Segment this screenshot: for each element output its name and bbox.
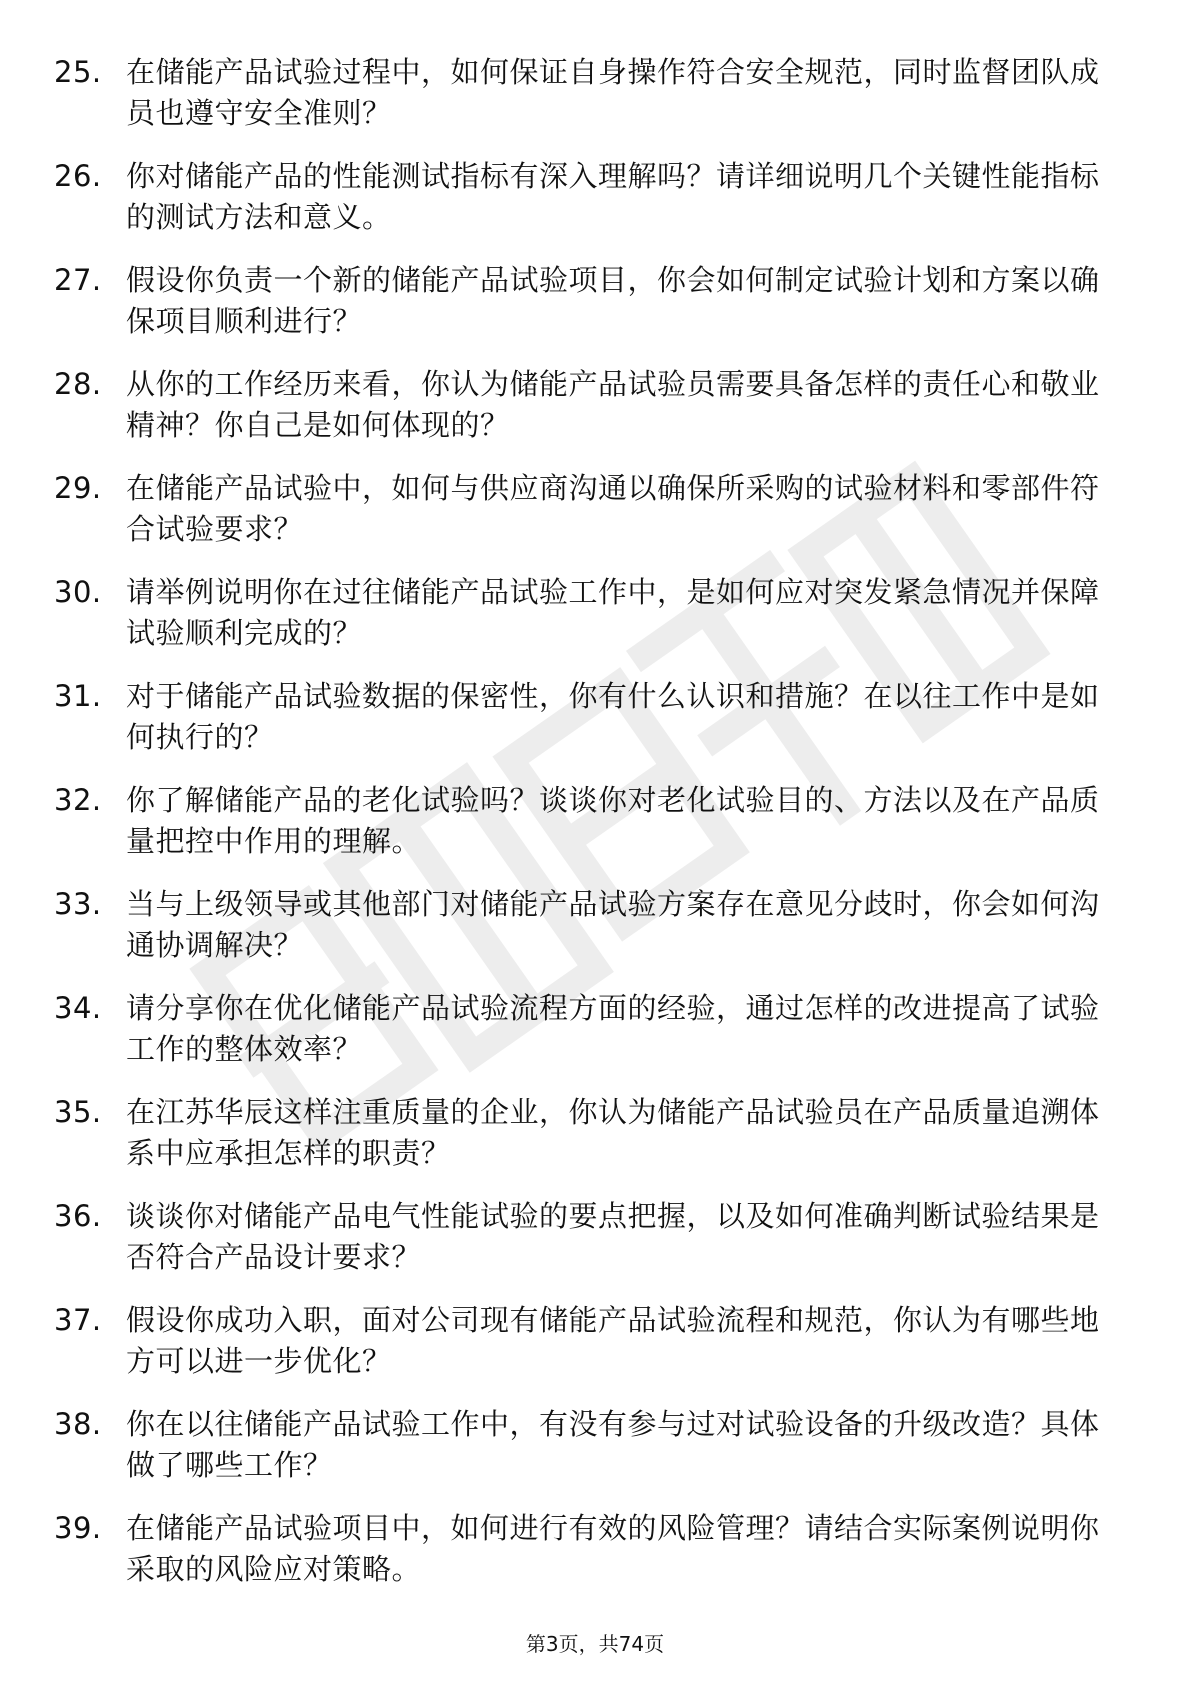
list-item <box>54 364 1114 468</box>
question-number: 35. <box>54 1095 102 1129</box>
question-number: 38. <box>54 1407 102 1441</box>
question-text: 在江苏华辰这样注重质量的企业，你认为储能产品试验员在产品质量追溯体系中应承担怎样的职责？ <box>126 1095 1100 1170</box>
question-list <box>54 52 1114 1612</box>
question-text: 请分享你在优化储能产品试验流程方面的经验，通过怎样的改进提高了试验工作的整体效率？ <box>126 991 1100 1066</box>
list-item <box>54 676 1114 780</box>
question-number: 37. <box>54 1303 102 1337</box>
question-number: 26. <box>54 159 102 193</box>
question-number: 36. <box>54 1199 102 1233</box>
list-item <box>54 1196 1114 1300</box>
question-number: 25. <box>54 55 102 89</box>
question-text: 在储能产品试验中，如何与供应商沟通以确保所采购的试验材料和零部件符合试验要求？ <box>126 471 1100 546</box>
question-number: 32. <box>54 783 102 817</box>
question-number: 34. <box>54 991 102 1025</box>
question-number: 29. <box>54 471 102 505</box>
page-number-footer: 第3页，共74页 <box>525 1632 665 1656</box>
question-text: 谈谈你对储能产品电气性能试验的要点把握，以及如何准确判断试验结果是否符合产品设计要求？ <box>126 1199 1100 1274</box>
list-item <box>54 52 1114 156</box>
question-text: 请举例说明你在过往储能产品试验工作中，是如何应对突发紧急情况并保障试验顺利完成的？ <box>126 575 1100 650</box>
question-text: 你对储能产品的性能测试指标有深入理解吗？请详细说明几个关键性能指标的测试方法和意义。 <box>126 159 1100 234</box>
question-number: 31. <box>54 679 102 713</box>
question-text: 在储能产品试验过程中，如何保证自身操作符合安全规范，同时监督团队成员也遵守安全准则？ <box>126 55 1100 130</box>
question-number: 30. <box>54 575 102 609</box>
question-text: 假设你成功入职，面对公司现有储能产品试验流程和规范，你认为有哪些地方可以进一步优化？ <box>126 1303 1100 1378</box>
question-number: 28. <box>54 367 102 401</box>
list-item <box>54 780 1114 884</box>
question-text: 当与上级领导或其他部门对储能产品试验方案存在意见分歧时，你会如何沟通协调解决？ <box>126 887 1100 962</box>
list-item <box>54 1508 1114 1612</box>
list-item <box>54 988 1114 1092</box>
question-number: 27. <box>54 263 102 297</box>
question-text: 在储能产品试验项目中，如何进行有效的风险管理？请结合实际案例说明你采取的风险应对策略。 <box>126 1511 1100 1586</box>
question-text: 假设你负责一个新的储能产品试验项目，你会如何制定试验计划和方案以确保项目顺利进行？ <box>126 263 1100 338</box>
list-item <box>54 1300 1114 1404</box>
list-item <box>54 156 1114 260</box>
question-text: 你在以往储能产品试验工作中，有没有参与过对试验设备的升级改造？具体做了哪些工作？ <box>126 1407 1100 1482</box>
list-item <box>54 572 1114 676</box>
question-text: 对于储能产品试验数据的保密性，你有什么认识和措施？在以往工作中是如何执行的？ <box>126 679 1100 754</box>
list-item <box>54 260 1114 364</box>
list-item <box>54 1092 1114 1196</box>
list-item <box>54 468 1114 572</box>
question-number: 39. <box>54 1511 102 1545</box>
list-item <box>54 1404 1114 1508</box>
list-item <box>54 884 1114 988</box>
question-text: 从你的工作经历来看，你认为储能产品试验员需要具备怎样的责任心和敬业精神？你自己是如何体现的？ <box>126 367 1100 442</box>
question-text: 你了解储能产品的老化试验吗？谈谈你对老化试验目的、方法以及在产品质量把控中作用的理解。 <box>126 783 1100 858</box>
question-number: 33. <box>54 887 102 921</box>
